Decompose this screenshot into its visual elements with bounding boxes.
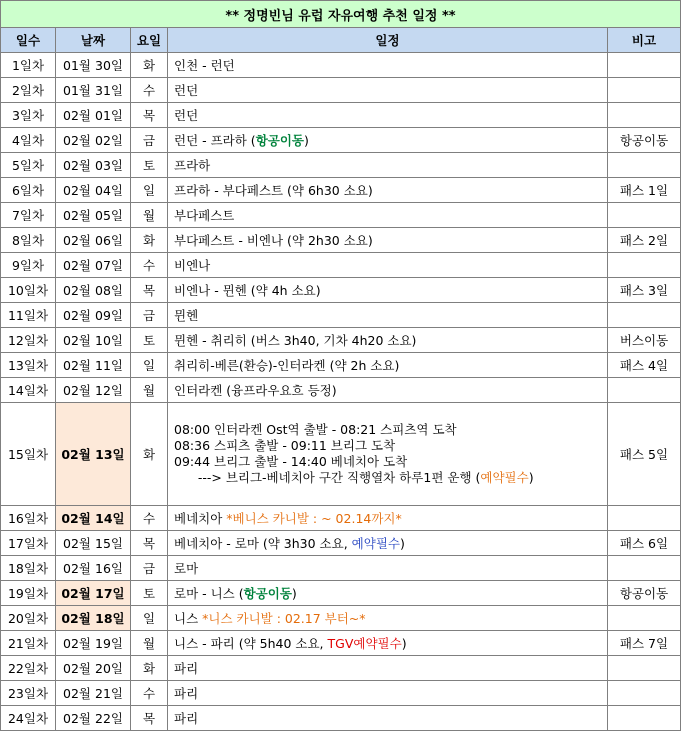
plan-text: 예약필수 (480, 470, 529, 485)
table-row (1, 128, 681, 153)
day-cell: 16일차 (1, 506, 56, 531)
day-cell: 20일차 (1, 606, 56, 631)
plan-text: 예약필수 (351, 536, 400, 551)
table-row (1, 556, 681, 581)
date-cell: 02월 07일 (56, 253, 131, 278)
plan-text: 부다페스트 - 비엔나 (약 2h30 소요) (174, 233, 373, 248)
note-cell: 버스이동 (608, 328, 681, 353)
plan-text: 로마 - 니스 ( (174, 586, 244, 601)
day-cell: 13일차 (1, 353, 56, 378)
plan-text: 인터라켄 (융프라우요흐 등정) (174, 383, 337, 398)
day-cell: 9일차 (1, 253, 56, 278)
note-cell (608, 153, 681, 178)
sheet-title: ** 정명빈님 유럽 자유여행 추천 일정 ** (1, 1, 681, 28)
plan-text: 항공이동 (255, 133, 304, 148)
header-note: 비고 (608, 28, 681, 53)
plan-cell (168, 681, 608, 706)
table-row (1, 203, 681, 228)
weekday-cell: 목 (131, 278, 168, 303)
day-cell: 6일차 (1, 178, 56, 203)
day-cell: 17일차 (1, 531, 56, 556)
date-cell: 02월 19일 (56, 631, 131, 656)
weekday-cell: 월 (131, 203, 168, 228)
day-cell: 12일차 (1, 328, 56, 353)
plan-text: 08:00 인터라켄 Ost역 출발 - 08:21 스피츠역 도착 (174, 422, 457, 437)
note-cell: 패스 6일 (608, 531, 681, 556)
header-weekday: 요일 (131, 28, 168, 53)
date-cell: 02월 14일 (56, 506, 131, 531)
plan-text: ) (401, 636, 407, 651)
date-cell: 02월 21일 (56, 681, 131, 706)
plan-cell (168, 581, 608, 606)
plan-cell (168, 203, 608, 228)
day-cell: 8일차 (1, 228, 56, 253)
date-cell: 02월 06일 (56, 228, 131, 253)
note-cell: 패스 1일 (608, 178, 681, 203)
header-plan: 일정 (168, 28, 608, 53)
table-row (1, 378, 681, 403)
plan-text: ) (528, 470, 534, 485)
plan-text: 파리 (174, 686, 199, 701)
plan-text: 베네치아 (174, 511, 227, 526)
weekday-cell: 월 (131, 378, 168, 403)
weekday-cell: 화 (131, 403, 168, 506)
plan-text: 08:36 스피츠 출발 - 09:11 브리그 도착 (174, 438, 396, 453)
plan-text: 프라하 (174, 158, 211, 173)
day-cell: 22일차 (1, 656, 56, 681)
weekday-cell: 일 (131, 353, 168, 378)
plan-cell (168, 253, 608, 278)
weekday-cell: 금 (131, 303, 168, 328)
plan-text: *베니스 카니발 : ~ 02.14까지* (226, 511, 402, 526)
weekday-cell: 금 (131, 556, 168, 581)
plan-cell (168, 103, 608, 128)
weekday-cell: 금 (131, 128, 168, 153)
note-cell (608, 253, 681, 278)
note-cell (608, 103, 681, 128)
day-cell: 10일차 (1, 278, 56, 303)
table-row (1, 78, 681, 103)
table-row (1, 103, 681, 128)
plan-text: 로마 (174, 561, 199, 576)
plan-text: 인천 - 런던 (174, 58, 235, 73)
date-cell: 02월 08일 (56, 278, 131, 303)
table-row (1, 328, 681, 353)
day-cell: 7일차 (1, 203, 56, 228)
weekday-cell: 수 (131, 253, 168, 278)
plan-cell (168, 78, 608, 103)
date-cell: 02월 16일 (56, 556, 131, 581)
plan-cell (168, 656, 608, 681)
weekday-cell: 목 (131, 531, 168, 556)
table-row (1, 606, 681, 631)
plan-text: ---> 브리그-베네치아 구간 직행열차 하루1편 운행 ( (174, 470, 481, 485)
plan-cell (168, 606, 608, 631)
weekday-cell: 토 (131, 328, 168, 353)
plan-cell (168, 128, 608, 153)
date-cell: 02월 01일 (56, 103, 131, 128)
plan-text: 파리 (174, 711, 199, 726)
plan-text: 취리히-베른(환승)-인터라켄 (약 2h 소요) (174, 358, 400, 373)
table-row (1, 581, 681, 606)
note-cell (608, 656, 681, 681)
date-cell: 01월 30일 (56, 53, 131, 78)
day-cell: 14일차 (1, 378, 56, 403)
date-cell: 02월 17일 (56, 581, 131, 606)
plan-text: 프라하 - 부다페스트 (약 6h30 소요) (174, 183, 373, 198)
plan-text: *니스 카니발 : 02.17 부터~* (202, 611, 366, 626)
plan-text: ) (399, 536, 405, 551)
table-row (1, 706, 681, 731)
plan-cell (168, 228, 608, 253)
plan-text: 런던 (174, 83, 199, 98)
plan-text: 베네치아 - 로마 (약 3h30 소요, (174, 536, 352, 551)
date-cell: 02월 04일 (56, 178, 131, 203)
weekday-cell: 수 (131, 78, 168, 103)
note-cell (608, 681, 681, 706)
header-day: 일수 (1, 28, 56, 53)
day-cell: 15일차 (1, 403, 56, 506)
weekday-cell: 화 (131, 656, 168, 681)
date-cell: 02월 10일 (56, 328, 131, 353)
date-cell: 01월 31일 (56, 78, 131, 103)
plan-cell (168, 706, 608, 731)
plan-line (174, 454, 607, 470)
table-row (1, 506, 681, 531)
plan-line (174, 422, 607, 438)
plan-text: 파리 (174, 661, 199, 676)
plan-text: 뮌헨 (174, 308, 199, 323)
day-cell: 11일차 (1, 303, 56, 328)
day-cell: 1일차 (1, 53, 56, 78)
weekday-cell: 목 (131, 103, 168, 128)
plan-cell (168, 328, 608, 353)
plan-text: 런던 - 프라하 ( (174, 133, 256, 148)
date-cell: 02월 22일 (56, 706, 131, 731)
table-row (1, 228, 681, 253)
plan-cell (168, 506, 608, 531)
date-cell: 02월 13일 (56, 403, 131, 506)
table-row (1, 631, 681, 656)
day-cell: 3일차 (1, 103, 56, 128)
plan-text: 니스 (174, 611, 203, 626)
note-cell (608, 556, 681, 581)
table-row (1, 253, 681, 278)
weekday-cell: 일 (131, 178, 168, 203)
weekday-cell: 수 (131, 506, 168, 531)
date-cell: 02월 11일 (56, 353, 131, 378)
note-cell: 패스 2일 (608, 228, 681, 253)
plan-text: 니스 - 파리 (약 5h40 소요, (174, 636, 328, 651)
day-cell: 18일차 (1, 556, 56, 581)
table-row (1, 278, 681, 303)
date-cell: 02월 12일 (56, 378, 131, 403)
table-row (1, 656, 681, 681)
plan-cell (168, 556, 608, 581)
note-cell (608, 203, 681, 228)
header-date: 날짜 (56, 28, 131, 53)
note-cell: 패스 3일 (608, 278, 681, 303)
plan-text: 09:44 브리그 출발 - 14:40 베네치아 도착 (174, 454, 408, 469)
plan-cell (168, 631, 608, 656)
date-cell: 02월 02일 (56, 128, 131, 153)
plan-cell (168, 153, 608, 178)
day-cell: 2일차 (1, 78, 56, 103)
table-row (1, 531, 681, 556)
day-cell: 24일차 (1, 706, 56, 731)
plan-cell (168, 378, 608, 403)
plan-text: 뮌헨 - 취리히 (버스 3h40, 기차 4h20 소요) (174, 333, 417, 348)
header-row (1, 28, 681, 53)
note-cell (608, 606, 681, 631)
table-row (1, 53, 681, 78)
table-row (1, 153, 681, 178)
day-cell: 4일차 (1, 128, 56, 153)
note-cell (608, 706, 681, 731)
note-cell: 항공이동 (608, 128, 681, 153)
plan-text: 런던 (174, 108, 199, 123)
plan-line (174, 438, 607, 454)
plan-cell (168, 531, 608, 556)
weekday-cell: 토 (131, 581, 168, 606)
plan-cell (168, 303, 608, 328)
plan-cell (168, 403, 608, 506)
title-row (1, 1, 681, 28)
table-row (1, 178, 681, 203)
plan-text: 비엔나 (174, 258, 211, 273)
plan-text: ) (291, 586, 297, 601)
plan-cell (168, 178, 608, 203)
plan-cell (168, 53, 608, 78)
date-cell: 02월 09일 (56, 303, 131, 328)
table-row (1, 353, 681, 378)
note-cell (608, 378, 681, 403)
date-cell: 02월 20일 (56, 656, 131, 681)
weekday-cell: 토 (131, 153, 168, 178)
weekday-cell: 월 (131, 631, 168, 656)
day-cell: 23일차 (1, 681, 56, 706)
note-cell: 패스 4일 (608, 353, 681, 378)
plan-text: ) (304, 133, 309, 148)
note-cell (608, 506, 681, 531)
note-cell (608, 78, 681, 103)
weekday-cell: 화 (131, 228, 168, 253)
weekday-cell: 화 (131, 53, 168, 78)
plan-cell (168, 278, 608, 303)
plan-text: 부다페스트 (174, 208, 235, 223)
weekday-cell: 수 (131, 681, 168, 706)
plan-cell (168, 353, 608, 378)
note-cell (608, 303, 681, 328)
day-cell: 19일차 (1, 581, 56, 606)
date-cell: 02월 03일 (56, 153, 131, 178)
date-cell: 02월 18일 (56, 606, 131, 631)
weekday-cell: 목 (131, 706, 168, 731)
table-row (1, 403, 681, 506)
plan-text: 항공이동 (243, 586, 292, 601)
table-row (1, 303, 681, 328)
day-cell: 21일차 (1, 631, 56, 656)
plan-text: 비엔나 - 뮌헨 (약 4h 소요) (174, 283, 321, 298)
note-cell: 항공이동 (608, 581, 681, 606)
table-row (1, 681, 681, 706)
weekday-cell: 일 (131, 606, 168, 631)
note-cell: 패스 5일 (608, 403, 681, 506)
note-cell (608, 53, 681, 78)
date-cell: 02월 05일 (56, 203, 131, 228)
plan-line (174, 470, 607, 486)
date-cell: 02월 15일 (56, 531, 131, 556)
plan-text: TGV예약필수 (327, 636, 402, 651)
note-cell: 패스 7일 (608, 631, 681, 656)
day-cell: 5일차 (1, 153, 56, 178)
